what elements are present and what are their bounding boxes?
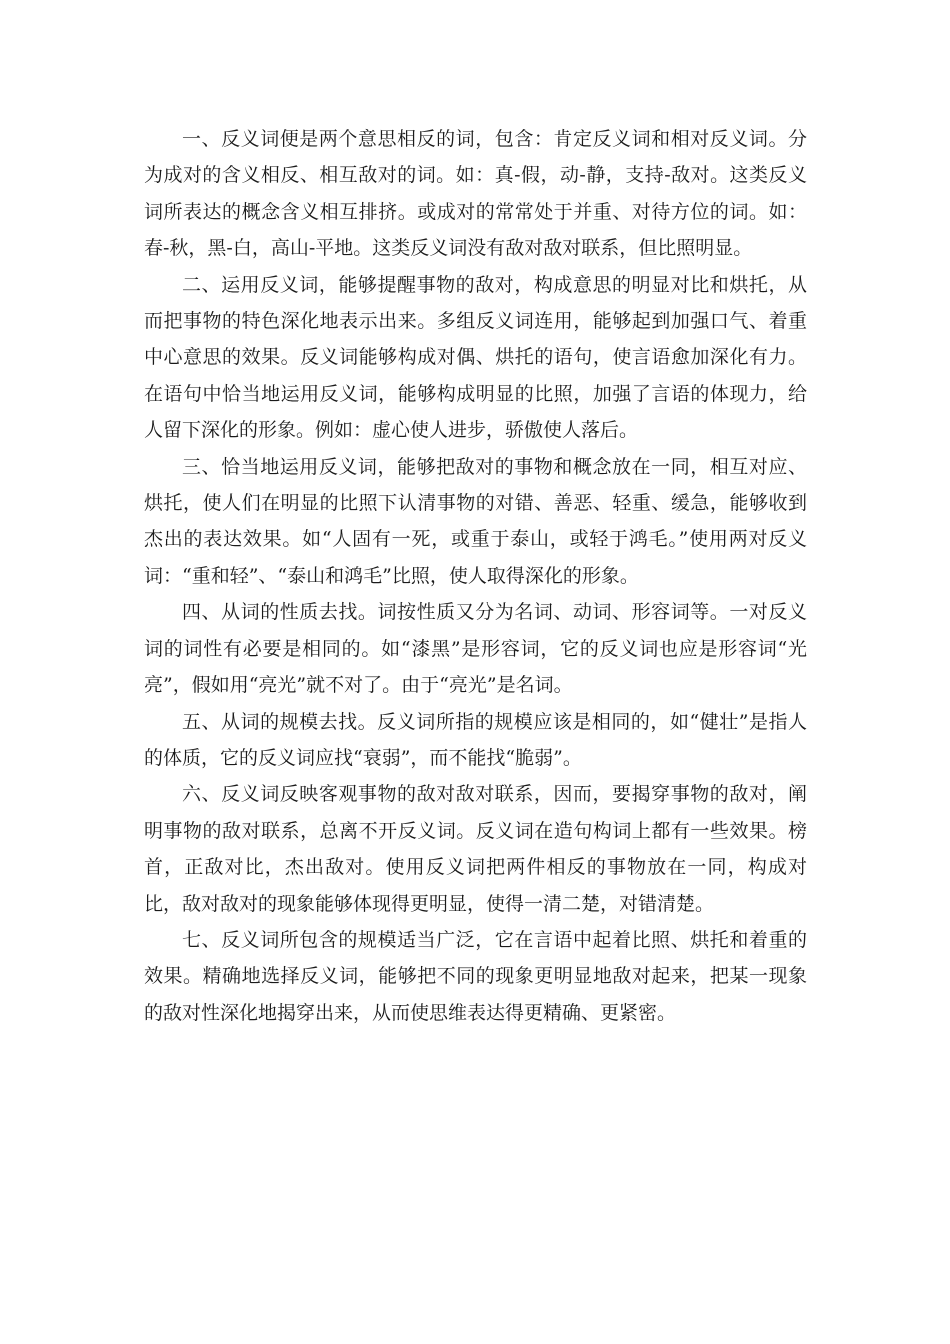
- paragraph-6: 六、反义词反映客观事物的敌对敌对联系，因而，要揭穿事物的敌对，阐明事物的敌对联系，总离不开反义词。反义词在造句构词上都有一些效果。榜首，正敌对比，杰出敌对。使用反义词把两件相反的事物放在一同，构成对比，敌对敌对的现象能够体现得更明显，使得一清二楚，对错清楚。: [144, 783, 807, 915]
- paragraph-4: 四、从词的性质去找。词按性质又分为名词、动词、形容词等。一对反义词的词性有必要是相同的。如“漆黑”是形容词，它的反义词也应是形容词“光亮”，假如用“亮光”就不对了。由于“亮光”是名词。: [144, 601, 807, 697]
- paragraph-1: 一、反义词便是两个意思相反的词，包含：肯定反义词和相对反义词。分为成对的含义相反、相互敌对的词。如：真-假，动-静，支持-敌对。这类反义词所表达的概念含义相互排挤。或成对的常常处于并重、对待方位的词。如：春-秋，黑-白，高山-平地。这类反义词没有敌对敌对联系，但比照明显。: [144, 128, 807, 260]
- paragraph-5: 五、从词的规模去找。反义词所指的规模应该是相同的，如“健壮”是指人的体质，它的反义词应找“衰弱”，而不能找“脆弱”。: [144, 710, 807, 769]
- paragraph-3: 三、恰当地运用反义词，能够把敌对的事物和概念放在一同，相互对应、烘托，使人们在明显的比照下认清事物的对错、善恶、轻重、缓急，能够收到杰出的表达效果。如“人固有一死，或重于泰山，或轻于鸿毛。”使用两对反义词：“重和轻”、“泰山和鸿毛”比照，使人取得深化的形象。: [144, 455, 807, 587]
- document-body: [144, 121, 807, 1031]
- paragraph-2: 二、运用反义词，能够提醒事物的敌对，构成意思的明显对比和烘托，从而把事物的特色深化地表示出来。多组反义词连用，能够起到加强口气、着重中心意思的效果。反义词能够构成对偶、烘托的语句，使言语愈加深化有力。在语句中恰当地运用反义词，能够构成明显的比照，加强了言语的体现力，给人留下深化的形象。例如：虚心使人进步，骄傲使人落后。: [144, 273, 807, 442]
- paragraph-7: 七、反义词所包含的规模适当广泛，它在言语中起着比照、烘托和着重的效果。精确地选择反义词，能够把不同的现象更明显地敌对起来，把某一现象的敌对性深化地揭穿出来，从而使思维表达得更精确、更紧密。: [144, 928, 807, 1024]
